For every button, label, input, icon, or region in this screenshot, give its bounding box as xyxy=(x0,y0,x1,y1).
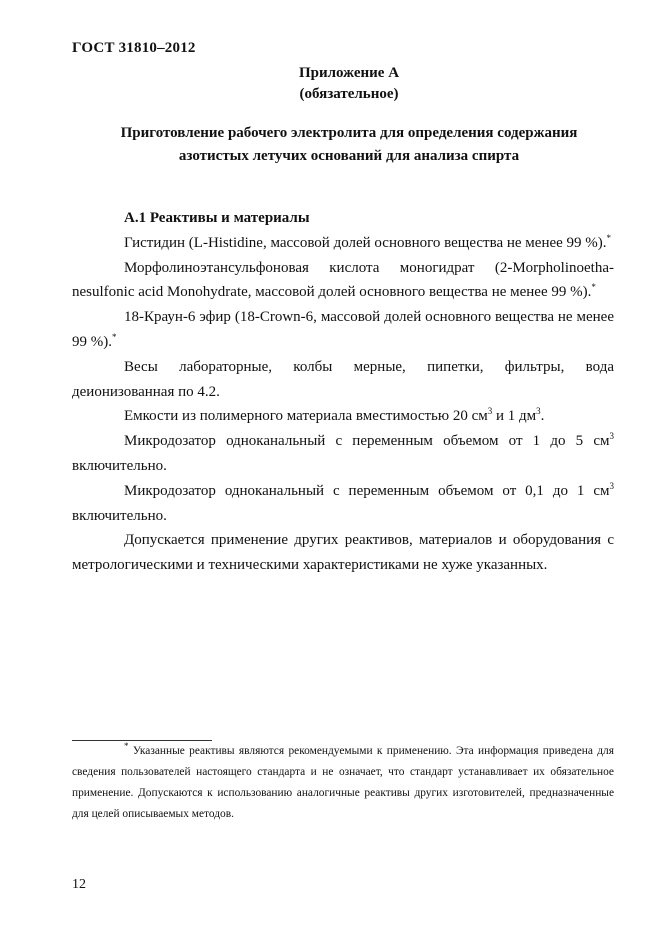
unit-exponent: 3 xyxy=(609,431,614,442)
microdoser-text: Микродозатор одноканальный с переменным объемом от 1 до 5 см xyxy=(124,433,610,450)
paragraph-lab-equipment xyxy=(72,355,614,405)
section-heading: А.1 Реактивы и материалы xyxy=(124,210,310,226)
unit-exponent: 3 xyxy=(536,406,541,417)
microdoser-tail: включительно. xyxy=(72,457,167,474)
paragraph-crown-ether xyxy=(72,305,614,355)
paragraph-microdoser-1-5 xyxy=(72,429,614,479)
containers-text: . xyxy=(540,408,545,425)
section-body xyxy=(72,206,614,578)
footnote-marker: * xyxy=(124,741,129,752)
footnote-text: Указанные реактивы являются рекомендуемыми к применению. Эта информация приведена для сведения пользователей настоящего стандарта и не означает, что стандарт устанавливает их обязательное применение. Допускаются к использованию аналогичные реактивы других изготовителей, предназначенные для целей описываемых методов. xyxy=(72,745,614,820)
paragraph-containers xyxy=(72,404,614,429)
paragraph-mes-acid xyxy=(72,256,614,306)
microdoser-text: Микродозатор одноканальный с переменным объемом от 0,1 до 1 см xyxy=(124,482,610,499)
annex-heading-line-1: Приготовление рабочего электролита для определения содержания xyxy=(120,125,578,141)
footnote-marker: * xyxy=(606,232,612,243)
annex-status: (обязательное) xyxy=(299,86,399,102)
unit-exponent: 3 xyxy=(487,406,493,417)
annex-heading xyxy=(92,122,606,168)
page-number: 12 xyxy=(72,877,86,892)
containers-text: и 1 дм xyxy=(492,408,537,425)
microdoser-tail: включительно. xyxy=(72,507,167,524)
paragraph-text: Морфолиноэтансульфоновая кислота моногидрат (2-Morpholinoetha-nesulfonic acid Monohydrate, массовой долей основного вещества не менее 99 %). xyxy=(72,259,614,301)
footnote-marker: * xyxy=(591,282,596,293)
annex-header xyxy=(72,63,626,105)
paragraph-microdoser-0-1 xyxy=(72,479,614,529)
unit-exponent: 3 xyxy=(609,480,614,491)
document-code: ГОСТ 31810–2012 xyxy=(72,40,196,56)
annex-title: Приложение А xyxy=(298,65,400,81)
paragraph-histidine xyxy=(72,231,614,256)
containers-text: Емкости из полимерного материала вместимостью 20 см xyxy=(124,408,488,425)
paragraph-text: Гистидин (L-Histidine, массовой долей основного вещества не менее 99 %). xyxy=(124,234,607,251)
paragraph-text: 18-Краун-6 эфир (18-Crown-6, массовой долей основного вещества не менее 99 %). xyxy=(72,309,614,350)
footnote xyxy=(72,741,614,825)
paragraph-text: Весы лабораторные, колбы мерные, пипетки, фильтры, вода деионизованная по 4.2. xyxy=(72,358,614,400)
footnote-marker: * xyxy=(112,331,117,342)
paragraph-closing: Допускается применение других реактивов, материалов и оборудования с метрологическими и техническими характеристиками не хуже указанных. xyxy=(72,532,614,574)
annex-heading-line-2: азотистых летучих оснований для анализа спирта xyxy=(178,148,520,164)
